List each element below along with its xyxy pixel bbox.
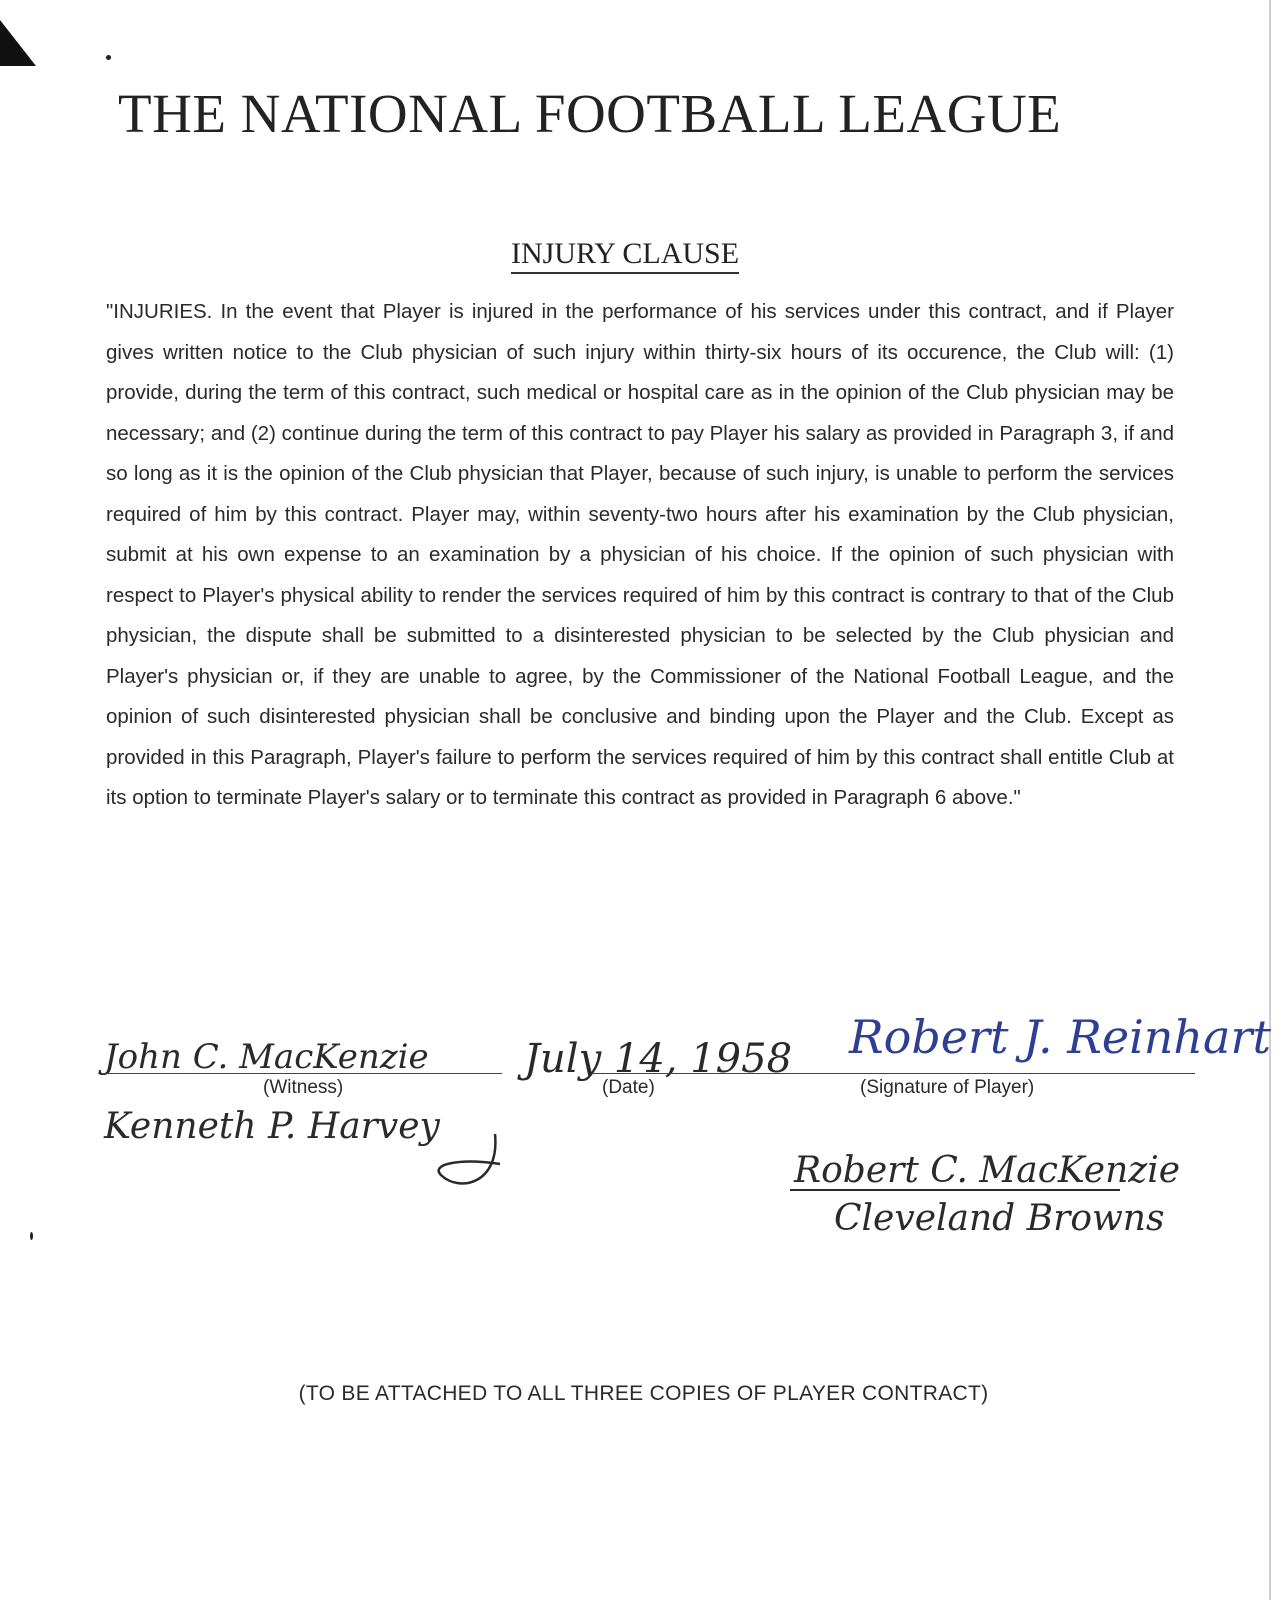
clause-title-text: INJURY CLAUSE bbox=[511, 237, 739, 274]
attachment-note: (TO BE ATTACHED TO ALL THREE COPIES OF PLAYER CONTRACT) bbox=[298, 1382, 989, 1405]
club-name-handwritten-text: Cleveland Browns bbox=[834, 1198, 1165, 1239]
clause-title bbox=[0, 237, 1250, 271]
witness-1-signature-text: John C. MacKenzie bbox=[104, 1037, 429, 1077]
player-signature bbox=[845, 975, 1271, 1085]
handwritten-date bbox=[520, 1010, 793, 1110]
speck-dot bbox=[30, 1232, 33, 1240]
witness-2-signature bbox=[100, 1094, 520, 1194]
handwritten-date-text: July 14, 1958 bbox=[524, 1036, 793, 1082]
club-signer-signature-text: Robert C. MacKenzie bbox=[794, 1150, 1181, 1191]
witness-label: (Witness) bbox=[263, 1077, 344, 1098]
speck-dot bbox=[106, 55, 111, 60]
witness-signature-line bbox=[104, 1073, 502, 1074]
date-line bbox=[592, 1073, 780, 1074]
club-name-handwritten bbox=[830, 1190, 1190, 1250]
witness-2-signature-text: Kenneth P. Harvey bbox=[104, 1106, 440, 1147]
clause-body-text: "INJURIES. In the event that Player is injured in the performance of his services under this contract, and if Player gives written notice to the Club physician of such injury within thirty-six hours of its occurence, the Club will: (1) provide, during the term of this contract, such medical or hospital care as in the opinion of the Club physician may be necessary; and (2) continue during the term of this contract to pay Player his salary as provided in Paragraph 3, if and so long as it is the opinion of the Club physician that Player, because of such injury, is unable to perform the services required of him by this contract. Player may, within seventy-two hours after his examination by the Club physician, submit at his own expense to an examination by a physician of his choice. If the opinion of such physician with respect to Player's physical ability to render the services required of him by this contract is contrary to that of the Club physician, the dispute shall be submitted to a disinterested physician to be selected by the Club physician and Player's physician or, if they are unable to agree, by the Commissioner of the National Football League, and the opinion of such disinterested physician shall be conclusive and binding upon the Player and the Club. Except as provided in this Paragraph, Player's failure to perform the services required of him by this contract shall entitle Club at its option to terminate Player's salary or to terminate this contract as provided in Paragraph 6 above." bbox=[106, 300, 1174, 809]
page-edge bbox=[1269, 0, 1271, 1600]
corner-tear-mark bbox=[0, 20, 36, 66]
date-label: (Date) bbox=[602, 1077, 655, 1098]
signature-flourish bbox=[439, 1134, 500, 1183]
document-heading: THE NATIONAL FOOTBALL LEAGUE bbox=[118, 83, 1062, 144]
witness-1-signature bbox=[100, 1024, 500, 1084]
player-signature-line bbox=[780, 1073, 1195, 1074]
club-signer-signature bbox=[790, 1136, 1190, 1196]
player-signature-text: Robert J. Reinhart bbox=[849, 1010, 1271, 1064]
player-signature-label: (Signature of Player) bbox=[860, 1077, 1035, 1098]
